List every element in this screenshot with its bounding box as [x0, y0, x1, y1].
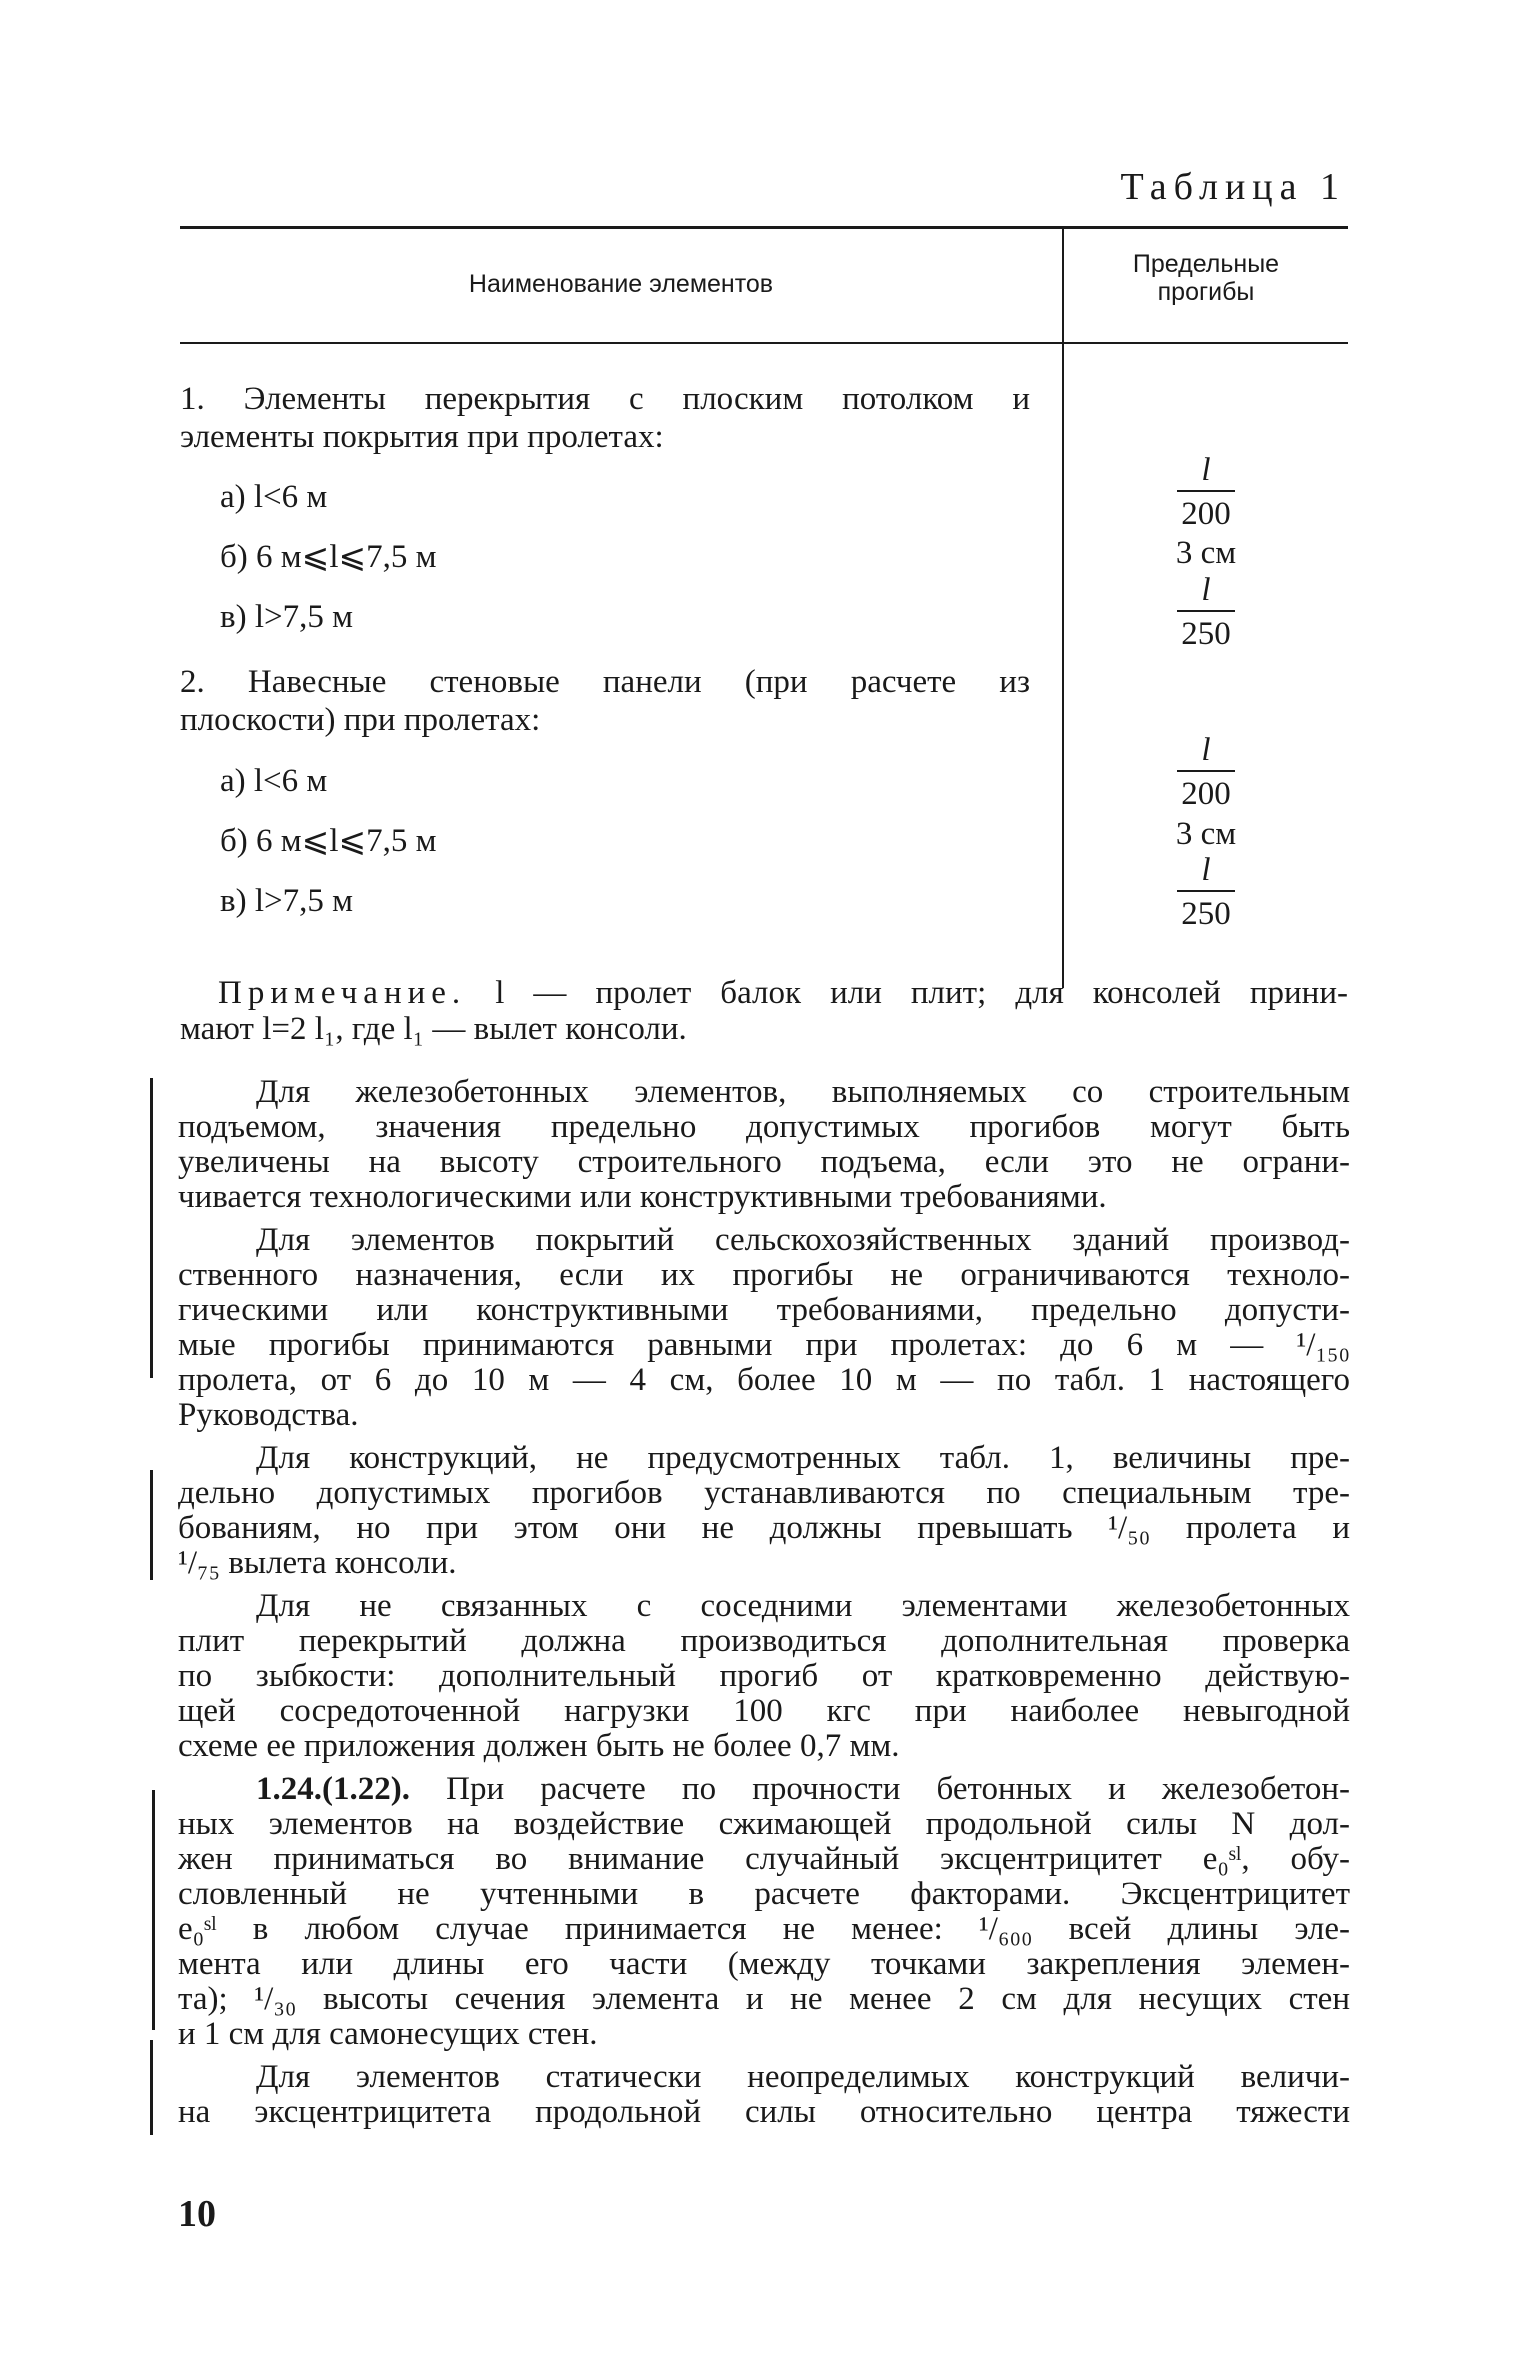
- paragraph-4: [178, 1589, 1350, 1764]
- text-line: Для конструкций, не предусмотренных табл. 1, величины пре-: [256, 1440, 1350, 1476]
- text-line: ¹/₇₅ вылета консоли.: [178, 1545, 457, 1581]
- header-limit-line1: Предельные: [1132, 250, 1280, 278]
- group1-item-a: а) l<6 м: [220, 479, 328, 515]
- group2-title-line2: плоскости) при пролетах:: [180, 702, 541, 738]
- group2-item-b: б) 6 м⩽l⩽7,5 м: [220, 823, 437, 859]
- text-line: Для элементов статически неопределимых конструкций величи-: [256, 2059, 1350, 2095]
- group1-item-b: б) 6 м⩽l⩽7,5 м: [220, 539, 437, 575]
- text-line: ных элементов на воздействие сжимающей продольной силы N дол-: [178, 1806, 1350, 1842]
- fraction-numerator: l: [1201, 852, 1211, 888]
- paragraph-6: [178, 2060, 1350, 2130]
- margin-change-bar: [150, 1078, 153, 1378]
- header-element-name: Наименование элементов: [468, 270, 774, 298]
- text-line: мента или длины его части (между точками закрепления элемен-: [178, 1946, 1350, 1982]
- table-note: [180, 975, 1348, 1047]
- fraction-bar: [1177, 490, 1235, 492]
- text-line: [178, 1772, 1350, 1807]
- table-caption: Таблица 1: [1120, 166, 1346, 208]
- text-line: Для железобетонных элементов, выполняемых со строительным: [256, 1074, 1350, 1110]
- margin-change-bar: [150, 2040, 153, 2135]
- text-line: пролета, от 6 до 10 м — 4 см, более 10 м — по табл. 1 настоящего: [178, 1362, 1350, 1398]
- group1-item-c: в) l>7,5 м: [220, 599, 353, 635]
- text-line-rest: При расчете по прочности бетонных и железобетон-: [446, 1771, 1350, 1807]
- header-limit-deflection: [1064, 250, 1348, 306]
- group1-title-line2: элементы покрытия при пролетах:: [180, 419, 664, 455]
- fraction-bar: [1177, 610, 1235, 612]
- fraction-denominator: 200: [1181, 776, 1231, 812]
- text-line: мые прогибы принимаются равными при пролетах: до 6 м — ¹/₁₅₀: [178, 1327, 1350, 1363]
- text-line: бованиям, но при этом они не должны превышать ¹/₅₀ пролета и: [178, 1510, 1350, 1546]
- group1-value-a: [1064, 452, 1348, 532]
- fraction-numerator: l: [1201, 732, 1211, 768]
- table-header-rule: [180, 342, 1348, 344]
- group2-item-a: а) l<6 м: [220, 763, 328, 799]
- table-top-rule: [180, 226, 1348, 229]
- fraction-bar: [1177, 890, 1235, 892]
- text-line: щей сосредоточенной нагрузки 100 кгс при наиболее невыгодной: [178, 1693, 1350, 1729]
- text-line: и 1 см для самонесущих стен.: [178, 2016, 598, 2052]
- fraction-denominator: 250: [1181, 896, 1231, 932]
- paragraph-3: [178, 1441, 1350, 1581]
- margin-change-bar: [152, 1790, 155, 2030]
- group2-value-a: [1064, 732, 1348, 812]
- text-line: на эксцентрицитета продольной силы относительно центра тяжести: [178, 2094, 1350, 2130]
- fraction-numerator: l: [1201, 452, 1211, 488]
- paragraph-2: [178, 1223, 1350, 1433]
- group2-title-line1: 2. Навесные стеновые панели (при расчете из: [180, 664, 1030, 700]
- text-line: Руководства.: [178, 1397, 359, 1433]
- deflection-table: [180, 220, 1348, 990]
- body-text: [178, 1075, 1350, 2138]
- text-line: та); ¹/₃₀ высоты сечения элемента и не менее 2 см для несущих стен: [178, 1981, 1350, 2017]
- group2-value-b: 3 см: [1175, 816, 1237, 852]
- paragraph-1: [178, 1075, 1350, 1215]
- group2-value-c: [1064, 852, 1348, 932]
- text-line: e₀ˢˡ в любом случае принимается не менее: ¹/₆₀₀ всей длины эле-: [178, 1911, 1350, 1947]
- group1-title-line1: 1. Элементы перекрытия с плоским потолком и: [180, 381, 1030, 417]
- note-line2: мают l=2 l₁, где l₁ — вылет консоли.: [180, 1011, 687, 1047]
- group1-value-c: [1064, 572, 1348, 652]
- text-line: подъемом, значения предельно допустимых прогибов могут быть: [178, 1109, 1350, 1145]
- text-line: увеличены на высоту строительного подъема, если это не ограни-: [178, 1144, 1350, 1180]
- text-line: чивается технологическими или конструктивными требованиями.: [178, 1179, 1107, 1215]
- text-line: жен приниматься во внимание случайный эксцентрицитет e₀ˢˡ, обу-: [178, 1841, 1350, 1877]
- note-label: Примечание.: [218, 975, 467, 1011]
- fraction-bar: [1177, 770, 1235, 772]
- text-line: гическими или конструктивными требованиями, предельно допусти-: [178, 1292, 1350, 1328]
- fraction-numerator: l: [1201, 572, 1211, 608]
- text-line: словленный не учтенными в расчете факторами. Эксцентрицитет: [178, 1876, 1350, 1912]
- margin-change-bar: [150, 1470, 153, 1580]
- text-line: схеме ее приложения должен быть не более 0,7 мм.: [178, 1728, 900, 1764]
- text-line: ственного назначения, если их прогибы не ограничиваются техноло-: [178, 1257, 1350, 1293]
- clause-number: 1.24.(1.22).: [256, 1771, 410, 1807]
- group1-value-b: 3 см: [1175, 535, 1237, 571]
- note-line1-text: l — пролет балок или плит; для консолей прини-: [495, 975, 1348, 1011]
- text-line: Для не связанных с соседними элементами железобетонных: [256, 1588, 1350, 1624]
- page-number: 10: [178, 2193, 216, 2235]
- group2-item-c: в) l>7,5 м: [220, 883, 353, 919]
- paragraph-5: [178, 1772, 1350, 2052]
- header-limit-line2: прогибы: [1157, 278, 1255, 306]
- fraction-denominator: 250: [1181, 616, 1231, 652]
- fraction-denominator: 200: [1181, 496, 1231, 532]
- text-line: дельно допустимых прогибов устанавливаются по специальным тре-: [178, 1475, 1350, 1511]
- text-line: по зыбкости: дополнительный прогиб от кратковременно действую-: [178, 1658, 1350, 1694]
- text-line: Для элементов покрытий сельскохозяйственных зданий производ-: [256, 1222, 1350, 1258]
- note-line1: [180, 975, 1348, 1011]
- text-line: плит перекрытий должна производиться дополнительная проверка: [178, 1623, 1350, 1659]
